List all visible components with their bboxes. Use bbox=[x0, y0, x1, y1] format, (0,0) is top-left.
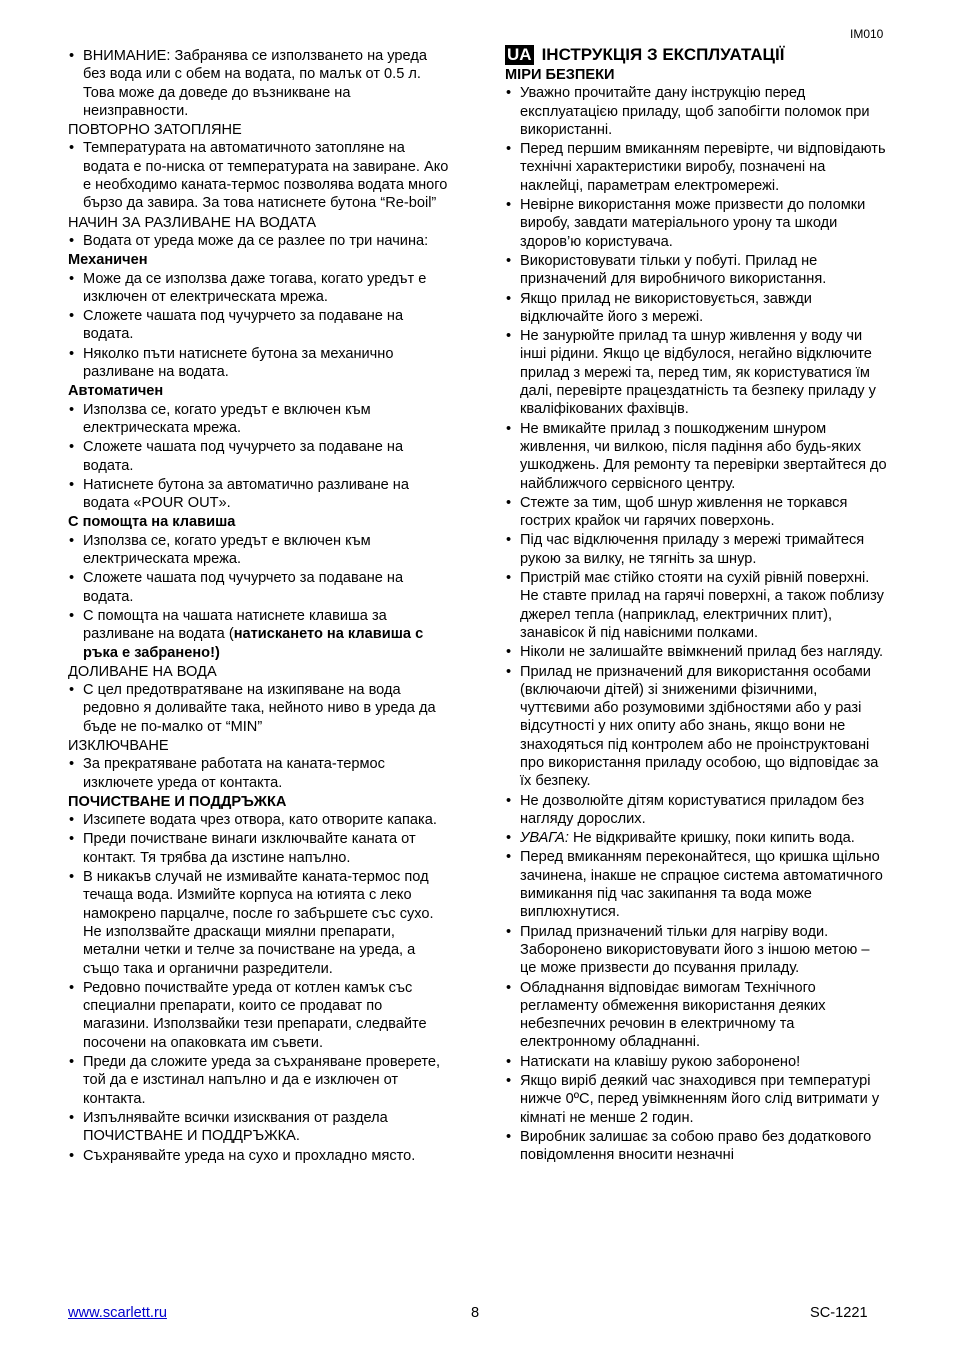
list-item: • За прекратяване работата на каната-термос изключете уреда от контакта. bbox=[68, 755, 452, 792]
list-item: • Сложете чашата под чучурчето за подаване на водата. bbox=[68, 307, 452, 344]
website-link[interactable]: www.scarlett.ru bbox=[68, 1305, 167, 1321]
list-item: • Изсипете водата чрез отвора, като отворите капака. bbox=[68, 811, 452, 829]
list-item: • Натиснете бутона за автоматично разливане на водата «POUR OUT». bbox=[68, 476, 452, 513]
automatic-heading: Автоматичен bbox=[68, 383, 164, 400]
cleaning-list bbox=[68, 811, 452, 1165]
refill-heading: ДОЛИВАНЕ НА ВОДА bbox=[68, 663, 217, 680]
list-item: • С цел предотвратяване на изкипяване на вода редовно я доливайте така, нейното ниво в уреда да бъде не по-малко от “MIN” bbox=[68, 681, 452, 736]
list-item: • Редовно почиствайте уреда от котлен камък със специални препарати, които се продават по магазини. Използвайки тези препарати, следвайте посочени на опаковката им съвети. bbox=[68, 979, 452, 1052]
list-item: • Водата от уреда може да се разлее по три начина: bbox=[68, 232, 452, 250]
key-heading: С помощта на клавиша bbox=[68, 514, 236, 531]
list-item: • Сложете чашата под чучурчето за подаване на водата. bbox=[68, 438, 452, 475]
left-column bbox=[68, 47, 452, 1166]
key-item-warning: натискането на клавиша с ръка е забранено!) bbox=[83, 626, 424, 661]
warning-text: Не відкривайте кришку, поки кипить вода. bbox=[568, 830, 855, 847]
refill-list bbox=[68, 681, 452, 736]
language-badge: UA bbox=[507, 45, 532, 64]
mechanical-list bbox=[68, 270, 452, 382]
list-item: • Перед першим вмиканням перевірте, чи відповідають технічні характеристики виробу, позначені на наклейці, параметрам електромережі. bbox=[505, 140, 889, 195]
warning-list bbox=[68, 47, 452, 120]
list-item: • Преди почистване винаги изключвайте каната от контакт. Тя трябва да изстине напълно. bbox=[68, 830, 452, 867]
list-item: • Изпълнявайте всички изисквания от раздела ПОЧИСТВАНЕ И ПОДДРЪЖКА. bbox=[68, 1109, 452, 1146]
list-item: • Преди да сложите уреда за съхраняване проверете, той да е изстинал напълно и да е изключен от контакта. bbox=[68, 1053, 452, 1108]
list-item: • В никакъв случай не измивайте каната-термос под течаща вода. Измийте корпуса на ютията с леко намокрено парцалче, после го забършете със сухо. Не използвайте драскащи миялни препарати, метални четки и телче за почистване на уреда, а също така и органични разредители. bbox=[68, 868, 452, 978]
list-item: • Използва се, когато уредът е включен към електрическата мрежа. bbox=[68, 401, 452, 438]
list-item: • Не занурюйте прилад та шнур живлення у воду чи інші рідини. Якщо це відбулося, негайно відключите прилад з мережі та, перед тим, як користуватися їм далі, перевірте працездатність та безпеку приладу у кваліфікованих фахівців. bbox=[505, 327, 889, 418]
list-item: • Стежте за тим, щоб шнур живлення не торкався гострих крайок чи гарячих поверхонь. bbox=[505, 494, 889, 531]
list-item: • Прилад не призначений для використання особами (включаючи дітей) зі зниженими фізичними, чуттєвими або розумовими здібностями або у разі відсутності у них опиту або знань, якщо вони не знаходяться під контролем або не проінструктовані про використання приладу особою, що відповідає за їх безпеку. bbox=[505, 663, 889, 791]
safety-list bbox=[505, 84, 889, 1164]
footer-model: SC-1221 bbox=[810, 1305, 868, 1321]
mechanical-heading: Механичен bbox=[68, 252, 148, 269]
list-item: • Виробник залишає за собою право без додаткового повідомлення вносити незначні bbox=[505, 1128, 889, 1165]
list-item: • Температурата на автоматичното затопляне на водата е по-ниска от температурата на завиране. Ако е необходимо каната-термос позволява водата много бързо да завира. За това натиснете бутона “Re-boil” bbox=[68, 139, 452, 212]
list-item: • Під час відключення приладу з мережі тримайтеся рукою за вилку, не тягніть за шнур. bbox=[505, 531, 889, 568]
list-item: • Използва се, когато уредът е включен към електрическата мрежа. bbox=[68, 532, 452, 569]
list-item: • Невірне використання може призвести до поломки виробу, завдати матеріального урону та шкоди здоров’ю користувача. bbox=[505, 196, 889, 251]
list-item: • Съхранявайте уреда на сухо и прохладно място. bbox=[68, 1147, 452, 1165]
list-item: • ВНИМАНИЕ: Забранява се използването на уреда без вода или с обем на водата, по малък от 0.5 л. Това може да доведе до възникване на неизправности. bbox=[68, 47, 452, 120]
pour-list bbox=[68, 232, 452, 250]
list-item: • Не вмикайте прилад з пошкодженим шнуром живлення, чи вилкою, після падіння або будь-яких ушкоджень. Для ремонту та перевірки звертайтеся до найближчого сервісного центру. bbox=[505, 420, 889, 493]
pour-heading: НАЧИН ЗА РАЗЛИВАНЕ НА ВОДАТА bbox=[68, 214, 317, 231]
list-item bbox=[68, 607, 452, 662]
list-item: • Няколко пъти натиснете бутона за механично разливане на водата. bbox=[68, 345, 452, 382]
key-item-text: С помощта на чашата натиснете клавиша за разливане на водата ( bbox=[83, 607, 387, 643]
list-item: • Не дозволюйте дітям користуватися приладом без нагляду дорослих. bbox=[505, 792, 889, 829]
off-heading: ИЗКЛЮЧВАНЕ bbox=[68, 737, 169, 754]
model-code: IM010 bbox=[850, 27, 884, 41]
automatic-list bbox=[68, 401, 452, 513]
list-item: • Перед вмиканням переконайтеся, що кришка щільно зачинена, інакше не спрацюе система автоматичного вимикання під час закипання та вода може виплюхнутися. bbox=[505, 848, 889, 921]
right-column bbox=[505, 47, 889, 1166]
warning-label: УВАГА: bbox=[520, 830, 569, 847]
list-item: • Пристрій має стійко стояти на сухій рівній поверхні. Не ставте прилад на гарячі поверхні, а також поблизу джерел тепла (наприклад, електричних плит), занавісок й під навісними полками. bbox=[505, 569, 889, 642]
key-list bbox=[68, 532, 452, 662]
list-item: • Прилад призначений тільки для нагріву води. Заборонено використовувати його з іншою метою – це може призвести до псування приладу. bbox=[505, 923, 889, 978]
section-title: ІНСТРУКЦІЯ З ЕКСПЛУАТАЦІЇ bbox=[541, 45, 785, 64]
list-item: • Використовувати тільки у побуті. Прилад не призначений для виробничого використання. bbox=[505, 252, 889, 289]
list-item: • Якщо прилад не використовується, завжди відключайте його з мережі. bbox=[505, 290, 889, 327]
list-item: • Сложете чашата под чучурчето за подаване на водата. bbox=[68, 569, 452, 606]
list-item: • Може да се използва даже тогава, когато уредът е изключен от електрическата мрежа. bbox=[68, 270, 452, 307]
list-item: • Натискати на клавішу рукою заборонено! bbox=[505, 1053, 889, 1071]
reboil-heading: ПОВТОРНО ЗАТОПЛЯНЕ bbox=[68, 122, 242, 139]
list-item bbox=[505, 829, 889, 847]
section-title-row bbox=[505, 44, 889, 66]
list-item: • Якщо виріб деякий час знаходився при температурі нижче 0ºC, перед увімкненням його слід витримати у кімнаті не менше 2 годин. bbox=[505, 1072, 889, 1127]
list-item: • Обладнання відповідає вимогам Технічного регламенту обмеження використання деяких небезпечних речовин в електричному та електронному обладнанні. bbox=[505, 979, 889, 1052]
list-item: • Уважно прочитайте дану інструкцію перед експлуатацією приладу, щоб запобігти поломок при використанні. bbox=[505, 84, 889, 139]
off-list bbox=[68, 755, 452, 792]
list-item: • Ніколи не залишайте ввімкнений прилад без нагляду. bbox=[505, 643, 889, 661]
cleaning-heading: ПОЧИСТВАНЕ И ПОДДРЪЖКА bbox=[68, 793, 287, 810]
safety-heading: МІРИ БЕЗПЕКИ bbox=[505, 67, 615, 83]
reboil-list bbox=[68, 139, 452, 212]
page-number: 8 bbox=[471, 1305, 480, 1321]
